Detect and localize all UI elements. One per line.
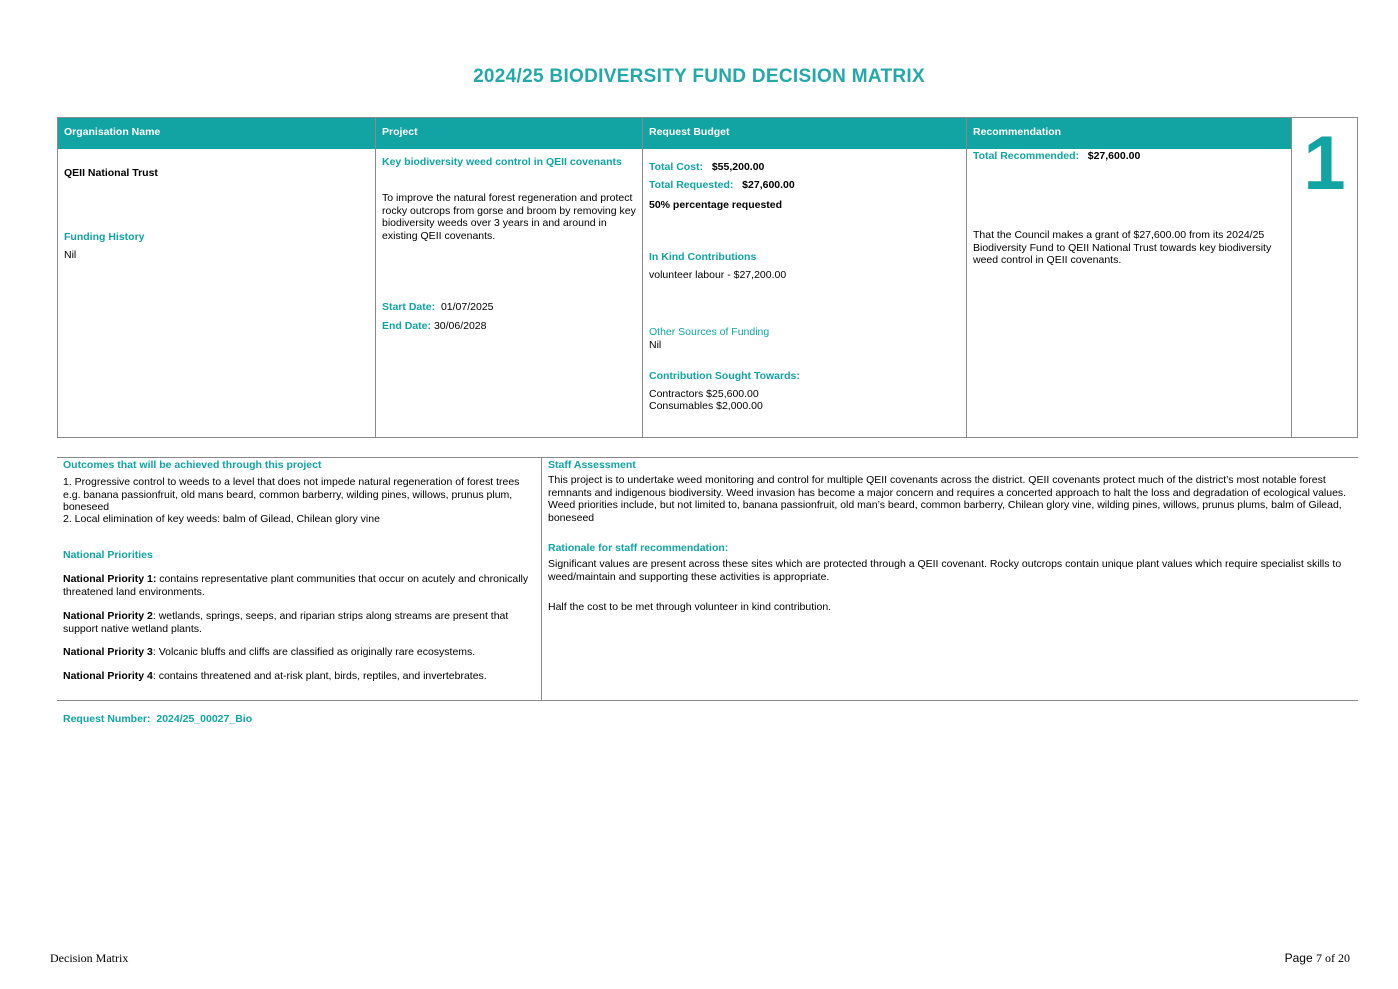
national-priority-2-label: National Priority 2 (63, 610, 153, 622)
rationale-heading: Rationale for staff recommendation: (548, 542, 729, 554)
total-requested (649, 179, 795, 192)
footer-page-number (1285, 951, 1350, 965)
staff-assessment-heading: Staff Assessment (548, 459, 636, 471)
project-title: Key biodiversity weed control in QEII covenants (382, 156, 622, 168)
national-priority-4-label: National Priority 4 (63, 670, 153, 682)
national-priorities-heading: National Priorities (63, 549, 153, 561)
total-recommended-value: $27,600.00 (1087, 150, 1141, 162)
funding-history-label: Funding History (64, 231, 145, 243)
start-date-value: 01/07/2025 (440, 301, 494, 313)
national-priority-4 (63, 670, 533, 683)
national-priority-4-text: : contains threatened and at-risk plant, birds, reptiles, and invertebrates. (152, 670, 487, 682)
outcome-item-1: 1. Progressive control to weeds to a level that does not impede natural regeneration of forest trees e.g. banana passionfruit, old mans beard, common barberry, wilding pines, willows, prunus plum, boneseed (63, 476, 520, 514)
request-number-label: Request Number: (63, 713, 151, 725)
request-number (63, 713, 252, 726)
total-cost-label: Total Cost: (649, 161, 704, 173)
start-date (382, 301, 494, 314)
other-sources-value: Nil (649, 339, 662, 351)
end-date-label: End Date: (382, 320, 432, 332)
staff-assessment-column (542, 458, 1358, 700)
page-title: 2024/25 BIODIVERSITY FUND DECISION MATRIX (473, 66, 925, 87)
rationale-text-1: Significant values are present across these sites which are protected through a QEII covenant. Rocky outcrops contain unique plant values which require specialist skills to weed/maintain and supporting these activities is appropriate. (548, 558, 1342, 583)
project-description: To improve the natural forest regeneration and protect rocky outcrops from gorse and broom by removing key biodiversity weeds over 3 years in and around in existing QEII covenants. (382, 192, 636, 242)
project-header: Project (376, 118, 642, 149)
outcomes-heading: Outcomes that will be achieved through this project (63, 459, 322, 471)
footer-page-numbers: 7 of 20 (1316, 951, 1350, 965)
total-recommended-label: Total Recommended: (973, 150, 1079, 162)
end-date (382, 320, 487, 333)
funding-history-value: Nil (64, 249, 77, 261)
footer-page-word: Page (1284, 951, 1313, 965)
project-column (376, 118, 643, 437)
organisation-column (58, 118, 376, 437)
recommendation-column (967, 118, 1292, 437)
national-priority-3-text: : Volcanic bluffs and cliffs are classified as originally rare ecosystems. (152, 646, 476, 658)
rationale-text-2: Half the cost to be met through volunteer in kind contribution. (548, 601, 832, 613)
contribution-label: Contribution Sought Towards: (649, 370, 800, 382)
outcome-item-2: 2. Local elimination of key weeds: balm of Gilead, Chilean glory vine (63, 513, 380, 525)
budget-column (643, 118, 967, 437)
contribution-line-1: Contractors $25,600.00 (649, 388, 759, 400)
national-priority-2-text: : wetlands, springs, seeps, and riparian strips along streams are present that support native wetland plants. (63, 610, 509, 635)
national-priority-3 (63, 646, 533, 659)
contribution-line-2: Consumables $2,000.00 (649, 400, 763, 412)
outcomes-column (57, 458, 542, 700)
total-requested-value: $27,600.00 (742, 179, 795, 191)
total-requested-label: Total Requested: (649, 179, 734, 191)
national-priority-3-label: National Priority 3 (63, 646, 153, 658)
end-date-value: 30/06/2028 (433, 320, 487, 332)
recommendation-header: Recommendation (967, 118, 1291, 149)
national-priority-1-text: contains representative plant communities that occur on acutely and chronically threatened land environments. (63, 573, 529, 598)
percentage-requested: 50% percentage requested (649, 199, 783, 211)
total-cost-value: $55,200.00 (711, 161, 765, 173)
national-priority-1 (63, 573, 538, 598)
assessment-section (57, 457, 1358, 701)
request-number-value: 2024/25_00027_Bio (156, 713, 253, 725)
rank-column (1292, 118, 1357, 437)
national-priority-2 (63, 610, 533, 635)
decision-table (57, 117, 1358, 438)
total-cost (649, 161, 764, 174)
rank-number: 1 (1303, 121, 1346, 206)
in-kind-label: In Kind Contributions (649, 251, 757, 263)
in-kind-value: volunteer labour - $27,200.00 (649, 269, 787, 281)
total-recommended (973, 150, 1140, 163)
budget-header: Request Budget (643, 118, 966, 149)
national-priority-1-label: National Priority 1: (63, 573, 157, 585)
footer-document-name: Decision Matrix (50, 951, 129, 965)
recommendation-text: That the Council makes a grant of $27,600.00 from its 2024/25 Biodiversity Fund to QEII National Trust towards key biodiversity weed control in QEII covenants. (973, 229, 1272, 267)
staff-assessment-text: This project is to undertake weed monitoring and control for multiple QEII covenants across the district. QEII covenants protect much of the district’s most notable forest remnants and indigenous biodiversity. Weed invasion has become a major concern and requires a concerted approach to halt the loss and degradation of ecological values. Weed priorities include, but not limited to, banana passionfruit, old man’s beard, common barberry, Chilean glory vine, wilding pines, willows, prunus plums, balm of Gilead, boneseed (548, 474, 1347, 524)
organisation-name: QEII National Trust (64, 167, 158, 179)
organisation-header: Organisation Name (58, 118, 375, 149)
start-date-label: Start Date: (382, 301, 436, 313)
other-sources-label: Other Sources of Funding (649, 326, 770, 338)
